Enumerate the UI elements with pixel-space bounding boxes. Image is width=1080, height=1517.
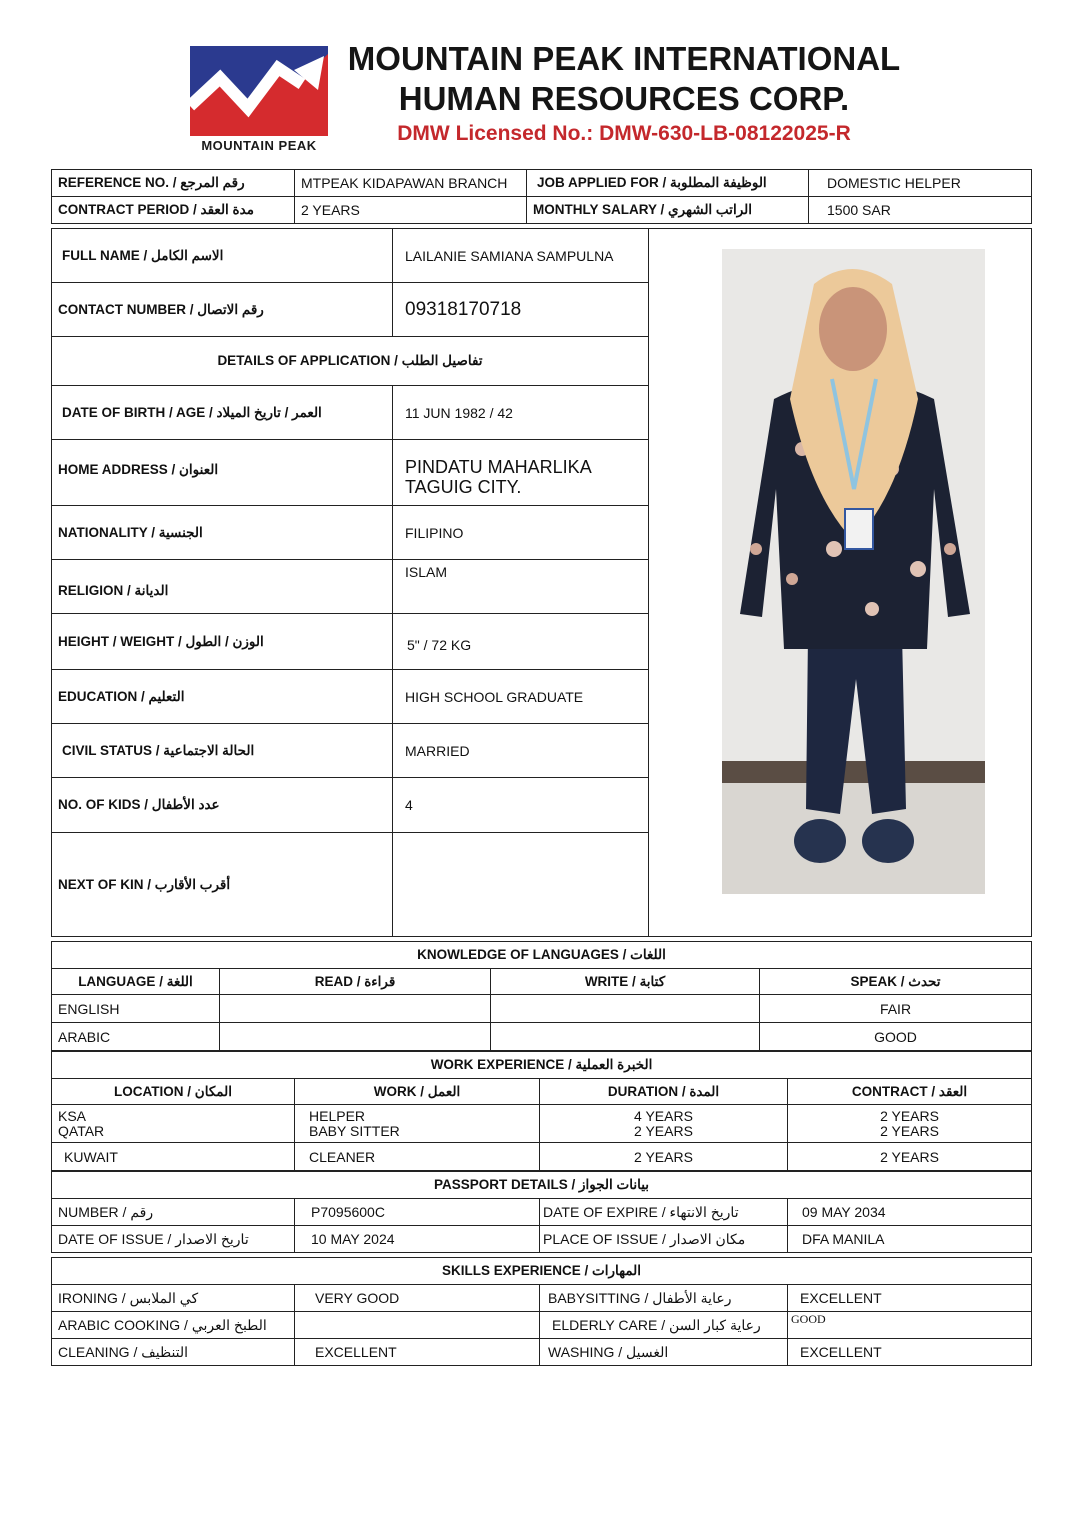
- company-name-line2: HUMAN RESOURCES CORP.: [398, 80, 850, 117]
- work-experience-table: [51, 1051, 1032, 1171]
- license-number: DMW Licensed No.: DMW-630-LB-08122025-R: [397, 122, 851, 145]
- language-read: [220, 995, 491, 1023]
- skill-level: VERY GOOD: [295, 1285, 540, 1312]
- job-applied-value: DOMESTIC HELPER: [809, 170, 1032, 197]
- language-speak: FAIR: [760, 995, 1032, 1023]
- passport-expire-value: 09 MAY 2034: [788, 1199, 1032, 1226]
- passport-heading: PASSPORT DETAILS / بيانات الجواز: [52, 1172, 1032, 1199]
- col-work: WORK / العمل: [295, 1079, 540, 1105]
- company-name-line1: MOUNTAIN PEAK INTERNATIONAL: [347, 40, 901, 77]
- languages-heading: KNOWLEDGE OF LANGUAGES / اللغات: [52, 942, 1032, 969]
- language-write: [491, 995, 760, 1023]
- next-of-kin-label: NEXT OF KIN / أقرب الأقارب: [52, 833, 393, 937]
- height-weight-value: 5" / 72 KG: [393, 614, 649, 670]
- skill-level: EXCELLENT: [788, 1339, 1032, 1366]
- passport-issue-value: 10 MAY 2024: [295, 1226, 540, 1253]
- contract-period-label: CONTRACT PERIOD / مدة العقد: [52, 197, 295, 224]
- details-heading: DETAILS OF APPLICATION / تفاصيل الطلب: [52, 337, 649, 386]
- education-label: EDUCATION / التعليم: [52, 670, 393, 724]
- work-location: [52, 1105, 295, 1143]
- job-applied-label: JOB APPLIED FOR / الوظيفة المطلوبة: [527, 170, 809, 197]
- nationality-value: FILIPINO: [393, 506, 649, 560]
- location-line: KSA: [58, 1107, 87, 1124]
- religion-value: ISLAM: [393, 560, 649, 614]
- col-write: WRITE / كتابة: [491, 969, 760, 995]
- work-type: CLEANER: [295, 1143, 540, 1171]
- religion-label: RELIGION / الديانة: [52, 560, 393, 614]
- full-name-label: FULL NAME / الاسم الكامل: [52, 229, 393, 283]
- col-speak: SPEAK / تحدث: [760, 969, 1032, 995]
- reference-label: REFERENCE NO. / رقم المرجع: [52, 170, 295, 197]
- col-contract: CONTRACT / العقد: [788, 1079, 1032, 1105]
- home-address-label: HOME ADDRESS / العنوان: [52, 440, 393, 506]
- skill-level: EXCELLENT: [295, 1339, 540, 1366]
- kids-value: 4: [393, 778, 649, 833]
- language-name: ARABIC: [52, 1023, 220, 1051]
- contract-line: 2 YEARS: [880, 1122, 939, 1139]
- next-of-kin-value: [393, 833, 649, 937]
- passport-place-label: PLACE OF ISSUE / مكان الاصدار: [540, 1226, 788, 1253]
- skill-name: BABYSITTING / رعاية الأطفال: [540, 1285, 788, 1312]
- language-speak: GOOD: [760, 1023, 1032, 1051]
- logo-text: MOUNTAIN PEAK: [201, 138, 317, 153]
- skill-level: EXCELLENT: [788, 1285, 1032, 1312]
- contract-period-value: 2 YEARS: [295, 197, 527, 224]
- work-type: [295, 1105, 540, 1143]
- work-location: KUWAIT: [52, 1143, 295, 1171]
- skill-name: ARABIC COOKING / الطبخ العربي: [52, 1312, 295, 1339]
- col-duration: DURATION / المدة: [540, 1079, 788, 1105]
- col-language: LANGUAGE / اللغة: [52, 969, 220, 995]
- passport-place-value: DFA MANILA: [788, 1226, 1032, 1253]
- location-line: QATAR: [58, 1122, 105, 1139]
- skill-level: [295, 1312, 540, 1339]
- work-contract: 2 YEARS: [788, 1143, 1032, 1171]
- contact-number-label: CONTACT NUMBER / رقم الاتصال: [52, 283, 393, 337]
- applicant-photo: [722, 249, 985, 894]
- skill-level: GOOD: [788, 1312, 1032, 1339]
- duration-line: 4 YEARS: [634, 1107, 693, 1124]
- passport-table: [51, 1171, 1032, 1253]
- passport-expire-label: DATE OF EXPIRE / تاريخ الانتهاء: [540, 1199, 788, 1226]
- kids-label: NO. OF KIDS / عدد الأطفال: [52, 778, 393, 833]
- reference-value: MTPEAK KIDAPAWAN BRANCH: [295, 170, 527, 197]
- language-read: [220, 1023, 491, 1051]
- dob-age-value: 11 JUN 1982 / 42: [393, 386, 649, 440]
- skill-name: ELDERLY CARE / رعاية كبار السن: [540, 1312, 788, 1339]
- skill-name: CLEANING / التنظيف: [52, 1339, 295, 1366]
- civil-status-value: MARRIED: [393, 724, 649, 778]
- education-value: HIGH SCHOOL GRADUATE: [393, 670, 649, 724]
- work-heading: WORK EXPERIENCE / الخبرة العملية: [52, 1052, 1032, 1079]
- work-line: BABY SITTER: [309, 1122, 400, 1139]
- skill-name: IRONING / كي الملابس: [52, 1285, 295, 1312]
- skills-table: [51, 1257, 1032, 1366]
- work-duration: 2 YEARS: [540, 1143, 788, 1171]
- work-line: HELPER: [309, 1107, 366, 1124]
- skills-heading: SKILLS EXPERIENCE / المهارات: [52, 1258, 1032, 1285]
- civil-status-label: CIVIL STATUS / الحالة الاجتماعية: [52, 724, 393, 778]
- home-address-value: [393, 440, 649, 506]
- dob-age-label: DATE OF BIRTH / AGE / العمر / تاريخ الميلاد: [52, 386, 393, 440]
- monthly-salary-value: 1500 SAR: [809, 197, 1032, 224]
- languages-table: [51, 941, 1032, 1051]
- nationality-label: NATIONALITY / الجنسية: [52, 506, 393, 560]
- col-location: LOCATION / المكان: [52, 1079, 295, 1105]
- contract-line: 2 YEARS: [880, 1107, 939, 1124]
- address-line1: PINDATU MAHARLIKA: [405, 456, 592, 477]
- job-summary-table: [51, 169, 1032, 224]
- passport-number-label: NUMBER / رقم: [52, 1199, 295, 1226]
- passport-issue-label: DATE OF ISSUE / تاريخ الاصدار: [52, 1226, 295, 1253]
- duration-line: 2 YEARS: [634, 1122, 693, 1139]
- work-contract: [788, 1105, 1032, 1143]
- language-write: [491, 1023, 760, 1051]
- col-read: READ / قراءة: [220, 969, 491, 995]
- language-name: ENGLISH: [52, 995, 220, 1023]
- company-logo: [190, 46, 328, 136]
- monthly-salary-label: MONTHLY SALARY / الراتب الشهري: [527, 197, 809, 224]
- contact-number-value: 09318170718: [393, 283, 649, 337]
- height-weight-label: HEIGHT / WEIGHT / الوزن / الطول: [52, 614, 393, 670]
- address-line2: TAGUIG CITY.: [405, 476, 522, 497]
- full-name-value: LAILANIE SAMIANA SAMPULNA: [393, 229, 649, 283]
- skill-name: WASHING / الغسيل: [540, 1339, 788, 1366]
- work-duration: [540, 1105, 788, 1143]
- passport-number-value: P7095600C: [295, 1199, 540, 1226]
